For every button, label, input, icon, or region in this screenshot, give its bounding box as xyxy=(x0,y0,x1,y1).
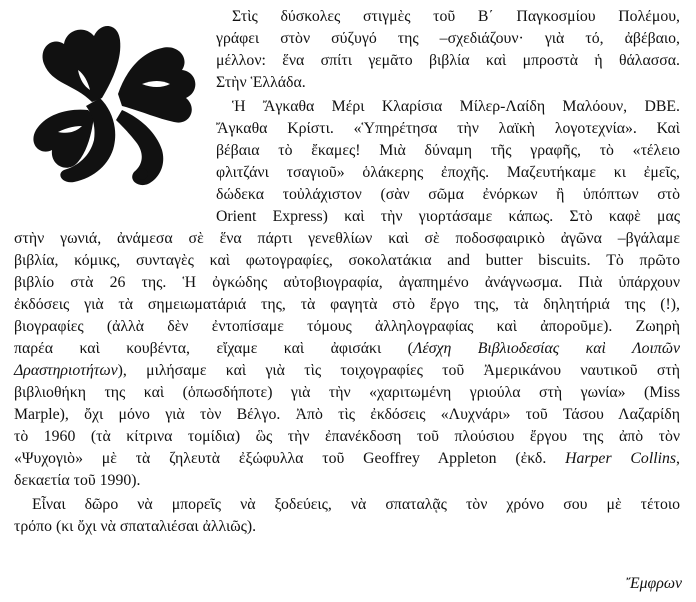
text-line-13: βιβλίο στὰ 26 της. Ἡ ὀγκώδης αὐτοβιογραφία, ἀγαπημένο ἀνάγνωσμα. Πιὰ ὑπάρχουν xyxy=(14,274,680,291)
text-line-7: βέβαια τὸ ἔκαμες! Μιὰ δύναμη τῆς γραφῆς, τὸ «τέλειο xyxy=(216,142,680,159)
text-line-21-start: «Ψυχογιὸ» μὲ τὰ ζηλευτὰ ἐξώφυλλα τοῦ Geoffrey Appleton (ἐκδ. xyxy=(14,450,566,467)
text-line-8: φλιτζάνι τσαγιοῦ» ὁλάκερης ἐποχῆς. Μαζευτήκαμε κι ἐμεῖς, xyxy=(216,164,680,181)
text-line-14: ἐκδόσεις γιὰ τὰ σημειωματάριά της, τὰ φαγητὰ στὸ ἔργο της, τὰ δηλητήριά της (!), xyxy=(14,296,680,313)
text-line-9: δώδεκα τοὐλάχιστον (σὰν σῶμα ἐνόρκων ἢ ὑπόπτων στὸ xyxy=(216,186,680,203)
text-line-16 xyxy=(14,339,680,359)
text-line-10: Orient Express) καὶ τὴν γιορτάσαμε κάπως. Στὸ καφὲ μας xyxy=(216,208,680,225)
text-line-11: στὴν γωνιά, ἀνάμεσα σὲ ἕνα πάρτι γενεθλίων καὶ σὲ ποδοσφαιρικὸ ἀγῶνα –βγάλαμε xyxy=(14,230,680,247)
text-line-16-start: παρέα καὶ κουβέντα, εἴχαμε καὶ ἀφισάκι ( xyxy=(14,340,413,357)
text-line-21-end: , xyxy=(676,450,680,467)
text-line-20: τὸ 1960 (τὰ κίτρινα τομίδια) ὣς τὴν ἐπανέκδοση τοῦ πλούσιου ἔργου της ἀπὸ τὸν xyxy=(14,428,680,445)
club-poster-title-end: Δραστηριοτήτων xyxy=(14,362,118,379)
text-line-22: δεκαετία τοῦ 1990). xyxy=(14,472,141,489)
text-line-19: Marple), ὄχι μόνο γιὰ τὸν Βέλγο. Ἀπὸ τὶς ἐκδόσεις «Λυχνάρι» τοῦ Τάσου Λαζαρίδη xyxy=(14,406,680,423)
text-line-5: Ἡ Ἄγκαθα Μέρι Κλαρίσια Μίλερ-Λαίδη Μαλόουν, DBE. xyxy=(232,98,680,115)
text-line-12: βιβλία, κόμικς, συνταγὲς καὶ φωτογραφίες, σοκολατάκια and butter biscuits. Τὸ πρῶτο xyxy=(14,252,680,269)
acanthus-leaf-ornament-icon xyxy=(22,14,208,192)
text-line-4: Στὴν Ἑλλάδα. xyxy=(216,74,306,91)
text-line-15: βιογραφίες (ἀλλὰ δὲν ἐντοπίσαμε τόμους ἀλληλογραφίας καὶ ἀποροῦμε). Ζωηρὴ xyxy=(14,318,680,335)
publisher-name: Harper Collins xyxy=(565,450,677,467)
text-line-23: Εἶναι δῶρο νὰ μπορεῖς νὰ ξοδεύεις, νὰ σπαταλᾷς τὸν χρόνο σου μὲ τέτοιο xyxy=(32,496,680,513)
text-line-18: βιβλιοθήκη της καὶ (ὁπωσδήποτε) γιὰ τὴν «χαριτωμένη γριούλα στὴ γωνία» (Miss xyxy=(14,384,680,401)
author-signature: Ἔμφρων xyxy=(626,575,682,592)
club-poster-title: Λέσχη Βιβλιοδεσίας καὶ Λοιπῶν xyxy=(412,340,680,357)
text-line-17 xyxy=(14,361,680,381)
text-line-3: μέλλον: ἕνα σπίτι γεμᾶτο βιβλία καὶ μπροστὰ ἡ θάλασσα. xyxy=(216,52,680,69)
text-line-2: γράφει στὸν σύζυγό της –σχεδιάζουν· γιὰ τό, ἀβέβαιο, xyxy=(216,30,680,47)
text-line-6: Ἄγκαθα Κρίστι. «Ὑπηρέτησα τὴν λαϊκὴ λογοτεχνία». Καὶ xyxy=(216,120,680,137)
text-line-24: τρόπο (κι ὄχι νὰ σπαταλιέσαι ἀλλιῶς). xyxy=(14,518,257,535)
text-line-21 xyxy=(14,449,680,469)
text-line-17-rest: ), μιλήσαμε καὶ γιὰ τὶς τοιχογραφίες τοῦ Ἀμερικάνου ναυτικοῦ στὴ xyxy=(117,362,680,379)
text-line-1: Στὶς δύσκολες στιγμὲς τοῦ Β΄ Παγκοσμίου Πολέμου, xyxy=(232,8,680,25)
